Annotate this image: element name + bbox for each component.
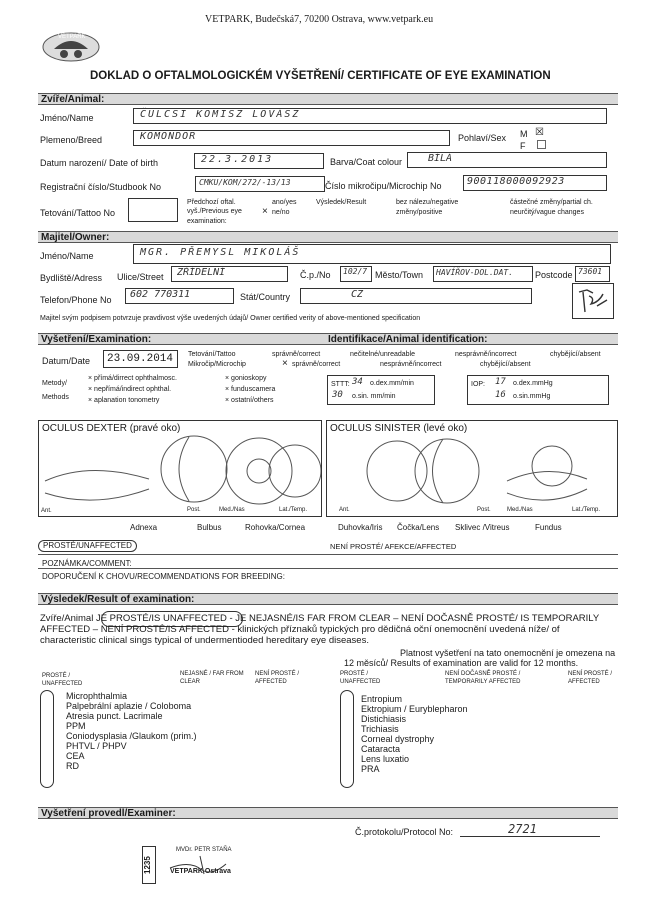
owner-name-field[interactable] xyxy=(133,244,611,264)
ident-incorrect-1: nesprávně/incorrect xyxy=(455,351,517,358)
left-unaffected-bracket xyxy=(40,690,54,788)
disease-ppm: PPM xyxy=(66,721,86,731)
clinic-address: VETPARK, Budečská7, 70200 Ostrava, www.vetpark.eu xyxy=(205,14,434,25)
ident-absent-1: chybějící/absent xyxy=(550,351,601,358)
hdr-affected: NENÍ PROSTÉ / AFFECTED xyxy=(255,671,300,685)
right-disease-list xyxy=(361,694,468,774)
country-label: Stát/Country xyxy=(240,292,291,302)
disease-lens-luxatio: Lens luxatio xyxy=(361,754,410,764)
animal-name-field[interactable] xyxy=(133,108,607,124)
examination-title: Vyšetření/Examination: xyxy=(41,334,152,345)
vetpark-logo xyxy=(42,27,100,67)
sex-f-checkbox[interactable] xyxy=(537,140,546,149)
method-funduscamera[interactable]: × funduscamera xyxy=(225,386,276,393)
disease-entropium: Entropium xyxy=(361,694,403,704)
tattoo-field[interactable] xyxy=(128,198,178,222)
dob-value: 22.3.2013 xyxy=(201,154,274,165)
breed-value: KOMONDOR xyxy=(140,131,197,142)
cp-value: 102/7 xyxy=(343,267,368,276)
col-cornea: Rohovka/Cornea xyxy=(245,523,306,532)
iop-dex-label: o.dex.mmHg xyxy=(513,380,553,387)
document-title: DOKLAD O OFTALMOLOGICKÉM VYŠETŘENÍ/ CERTIFICATE OF EYE EXAMINATION xyxy=(90,70,551,82)
animal-name-value: ČULCSI KOMISZ LOVÁSZ xyxy=(140,109,301,120)
method-indirect-label: nepřímá/indirect ophthal. xyxy=(94,386,172,393)
section-result: Výsledek/Result of examination: xyxy=(38,593,618,605)
section-examination xyxy=(38,333,618,345)
section-examiner: Vyšetření provedl/Examiner: xyxy=(38,807,618,819)
disease-atresia: Atresia punct. Lacrimale xyxy=(66,711,163,721)
microchip-label: Číslo mikročipu/Microchip No xyxy=(325,181,442,191)
iop-label: IOP: xyxy=(471,381,486,388)
os-eye-diagrams xyxy=(327,421,617,516)
stamp-name: MVDr. PETR STAŇA xyxy=(176,847,232,853)
hdr-unaffected: PROSTÉ / UNAFFECTED xyxy=(42,673,83,687)
stt-sin-value: 30 xyxy=(332,390,343,400)
owner-name-label: Jméno/Name xyxy=(40,251,94,261)
comment-label: POZNÁMKA/COMMENT: xyxy=(42,559,132,568)
col-lens: Čočka/Lens xyxy=(397,523,440,532)
result-positive: změny/positive xyxy=(396,209,443,216)
col-bulbus: Bulbus xyxy=(197,523,222,532)
method-tonometry-label: aplanation tonometry xyxy=(94,397,160,404)
exam-date-label: Datum/Date xyxy=(42,356,91,366)
stt-dex-label: o.dex.mm/min xyxy=(370,380,414,387)
disease-ektropium: Ektropium / Euryblepharon xyxy=(361,704,468,714)
result-partial: částečné změny/partial ch. xyxy=(510,199,593,206)
address-label: Bydliště/Adress xyxy=(40,273,103,283)
country-field[interactable] xyxy=(300,288,532,304)
previous-exam-yes: ano/yes xyxy=(272,199,297,206)
affected-status: NENÍ PROSTÉ/ AFEKCE/AFFECTED xyxy=(330,542,457,551)
od-lat: Lat./Temp. xyxy=(279,507,308,513)
colour-field[interactable] xyxy=(407,152,607,168)
phone-label: Telefon/Phone No xyxy=(40,295,112,305)
disease-coloboma: Palpebrální aplazie / Coloboma xyxy=(66,701,192,711)
os-lat: Lat./Temp. xyxy=(572,507,601,513)
disease-goniodysplasia: Coniodysplasia /Glaukom (prim.) xyxy=(66,731,197,741)
sex-m-label: M xyxy=(520,129,528,139)
town-field[interactable] xyxy=(433,266,533,282)
studbook-field[interactable] xyxy=(195,176,325,192)
studbook-value: CMKU/KOM/272/-13/13 xyxy=(199,178,291,187)
disease-corneal-dystrophy: Corneal dystrophy xyxy=(361,734,435,744)
disease-rd: RD xyxy=(66,761,79,771)
microchip-ident-label: Mikročip/Microchip xyxy=(188,361,246,368)
sex-f-label: F xyxy=(520,141,526,151)
microchip-field[interactable] xyxy=(463,175,607,191)
ident-correct-2: správně/correct xyxy=(292,361,341,368)
divider-comment xyxy=(38,568,618,569)
owner-name-value: MGR. PŘEMYSL MIKOLÁŠ xyxy=(140,247,301,258)
validity-line-1: Platnost vyšetření na tato onemocnění je omezena na xyxy=(400,648,616,658)
oculus-sinister-panel[interactable] xyxy=(326,420,618,517)
postcode-label: Postcode xyxy=(535,270,573,280)
method-others-label: ostatní/others xyxy=(231,397,274,404)
oculus-dexter-panel[interactable] xyxy=(38,420,322,517)
disease-cataracta: Cataracta xyxy=(361,744,401,754)
owner-signature xyxy=(573,284,613,318)
colour-value: BÍLÁ xyxy=(428,153,453,164)
iop-sin-value: 16 xyxy=(495,390,506,400)
owner-consent: Majitel svým podpisem potvrzuje pravdivost výše uvedených údajů/ Owner certified verity of above-mentioned specification xyxy=(40,315,421,322)
hdr-affected-2: NENÍ PROSTÉ / AFFECTED xyxy=(568,671,613,685)
iop-sin-label: o.sin.mmHg xyxy=(513,393,551,400)
methods-label-2: Methods xyxy=(42,394,69,401)
ident-absent-2: chybějící/absent xyxy=(480,361,531,368)
ident-incorrect-2: nesprávně/incorrect xyxy=(380,361,442,368)
previous-exam-no: ne/no xyxy=(272,209,290,216)
method-gonioscopy[interactable]: × gonioskopy xyxy=(225,375,267,382)
result-text-1: Zvíře/Animal JE PROSTÉ/IS UNAFFECTED - JE NEJASNÉ/IS FAR FROM CLEAR – NENÍ DOČASNĚ PROSTÉ/ IS TEMPORARILY xyxy=(40,613,600,624)
result-text-2: AFFECTED – NENÍ PROSTÉ/IS AFFECTED - klinických příznaků typických pro dědičná oční onemocnění uvedená níže/ of xyxy=(40,624,560,635)
od-ant: Ant. xyxy=(41,508,52,514)
recommend-label: DOPORUČENÍ K CHOVU/RECOMMENDATIONS FOR BREEDING: xyxy=(42,572,285,581)
method-funduscamera-label: funduscamera xyxy=(231,386,276,393)
unaffected-status[interactable] xyxy=(38,540,137,552)
unaffected-status-label: PROSTÉ/UNAFFECTED xyxy=(43,541,132,550)
owner-signature-field[interactable] xyxy=(572,283,614,319)
exam-date-field[interactable] xyxy=(103,350,178,368)
left-disease-list xyxy=(66,691,197,771)
phone-value: 602 770311 xyxy=(130,289,191,300)
oculus-dexter-title: OCULUS DEXTER (pravé oko) xyxy=(42,423,181,434)
logo-text: VETPARK xyxy=(58,34,86,40)
col-iris: Duhovka/Iris xyxy=(338,523,383,532)
country-value: CZ xyxy=(351,289,364,300)
od-mednas: Med./Nas xyxy=(219,507,245,513)
protocol-label: Č.protokolu/Protocol No: xyxy=(355,827,454,837)
os-mednas: Med./Nas xyxy=(507,507,533,513)
hdr-far-from-clear: NEJASNÉ / FAR FROM CLEAR xyxy=(180,671,244,685)
tattoo-ident-label: Tetování/Tattoo xyxy=(188,351,236,358)
dob-field[interactable] xyxy=(194,153,324,169)
right-unaffected-bracket xyxy=(340,690,354,788)
result-text-3: characteristic clinical sings typical of undermentioded hereditary eye diseases. xyxy=(40,635,369,646)
street-field[interactable] xyxy=(171,266,288,282)
stamp-number: 1235 xyxy=(142,846,156,884)
os-ant: Ant. xyxy=(339,507,350,513)
dob-label: Datum narození/ Date of birth xyxy=(40,158,159,168)
od-post: Post. xyxy=(187,507,201,513)
phone-field[interactable] xyxy=(125,288,234,304)
section-animal: Zvíře/Animal: xyxy=(38,93,618,105)
postcode-value: 73601 xyxy=(578,267,603,276)
sex-m-checkbox[interactable]: ☒ xyxy=(535,127,544,138)
method-direct-label: přímá/dirrect ophthalmosc. xyxy=(94,375,177,382)
validity-line-2: 12 měsíců/ Results of examination are valid for 12 months. xyxy=(344,658,579,668)
section-owner: Majitel/Owner: xyxy=(38,231,618,243)
col-fundus: Fundus xyxy=(535,523,562,532)
breed-field[interactable] xyxy=(133,130,450,146)
protocol-value: 2721 xyxy=(508,822,537,836)
disease-trichiasis: Trichiasis xyxy=(361,724,399,734)
result-negative: bez nálezu/negative xyxy=(396,199,459,206)
iop-dex-value: 17 xyxy=(495,377,506,387)
disease-distichiasis: Distichiasis xyxy=(361,714,407,724)
disease-cea: CEA xyxy=(66,751,85,761)
stt-dex-value: 34 xyxy=(352,377,363,387)
microchip-correct-mark[interactable]: × xyxy=(282,358,288,369)
name-label: Jméno/Name xyxy=(40,113,94,123)
tattoo-label: Tetování/Tattoo No xyxy=(40,208,116,218)
street-value: ZŘÍDELNÍ xyxy=(177,267,226,278)
examiner-signature xyxy=(140,840,260,886)
divider-status xyxy=(38,554,618,555)
oculus-sinister-title: OCULUS SINISTER (levé oko) xyxy=(330,423,468,434)
method-gonioscopy-label: gonioskopy xyxy=(231,375,267,382)
street-label: Ulice/Street xyxy=(117,272,164,282)
postcode-field[interactable] xyxy=(575,266,610,282)
exam-date-value: 23.09.2014 xyxy=(107,353,174,365)
stt-box[interactable] xyxy=(327,375,435,405)
disease-pra: PRA xyxy=(361,764,380,774)
ident-unreadable-1: nečitelné/unreadable xyxy=(350,351,415,358)
od-eye-diagrams xyxy=(39,421,321,516)
cp-field[interactable] xyxy=(340,266,372,282)
hdr-temporarily: NENÍ DOČASNĚ PROSTÉ / TEMPORARILY AFFECTED xyxy=(445,671,521,685)
cp-label: Č.p./No xyxy=(300,270,331,280)
disease-phtvl: PHTVL / PHPV xyxy=(66,741,127,751)
breed-label: Plemeno/Breed xyxy=(40,135,103,145)
stt-label: STTT: xyxy=(331,381,350,388)
town-value: HAVÍŘOV-DOL.DAT. xyxy=(436,268,514,277)
previous-exam-line1: Předchozí oftal. xyxy=(187,199,236,206)
sex-label: Pohlaví/Sex xyxy=(458,133,507,143)
iop-box[interactable] xyxy=(467,375,609,405)
previous-exam-line2: vyš./Previous eye xyxy=(187,208,242,215)
studbook-label: Registrační číslo/Studbook No xyxy=(40,182,162,192)
col-adnexa: Adnexa xyxy=(130,523,158,532)
stt-sin-label: o.sin. mm/min xyxy=(352,393,396,400)
col-vitreus: Sklivec /Vitreus xyxy=(455,523,510,532)
microchip-value: 900118000092923 xyxy=(467,176,565,187)
previous-exam-line3: examination: xyxy=(187,218,227,225)
method-others[interactable]: × ostatní/others xyxy=(225,397,274,404)
colour-label: Barva/Coat colour xyxy=(330,157,403,167)
method-indirect[interactable]: × nepřímá/indirect ophthal. xyxy=(88,386,172,393)
methods-label-1: Metody/ xyxy=(42,380,67,387)
stamp-clinic: VETPARK Ostrava xyxy=(170,868,231,875)
ident-correct-1: správně/correct xyxy=(272,351,321,358)
protocol-field[interactable] xyxy=(460,822,600,837)
disease-microphthalmia: Microphthalmia xyxy=(66,691,128,701)
os-post: Post. xyxy=(477,507,491,513)
town-label: Město/Town xyxy=(375,270,424,280)
identification-title: Identifikace/Animal identification: xyxy=(328,334,488,345)
result-vague: neurčitý/vague changes xyxy=(510,209,584,216)
hdr-unaffected-2: PROSTÉ / UNAFFECTED xyxy=(340,671,381,685)
previous-exam-no-mark[interactable]: × xyxy=(262,206,268,217)
method-direct[interactable]: × přímá/dirrect ophthalmosc. xyxy=(88,375,177,382)
examiner-stamp xyxy=(140,840,260,886)
method-tonometry[interactable]: × aplanation tonometry xyxy=(88,397,160,404)
result-label: Výsledek/Result xyxy=(316,199,367,206)
